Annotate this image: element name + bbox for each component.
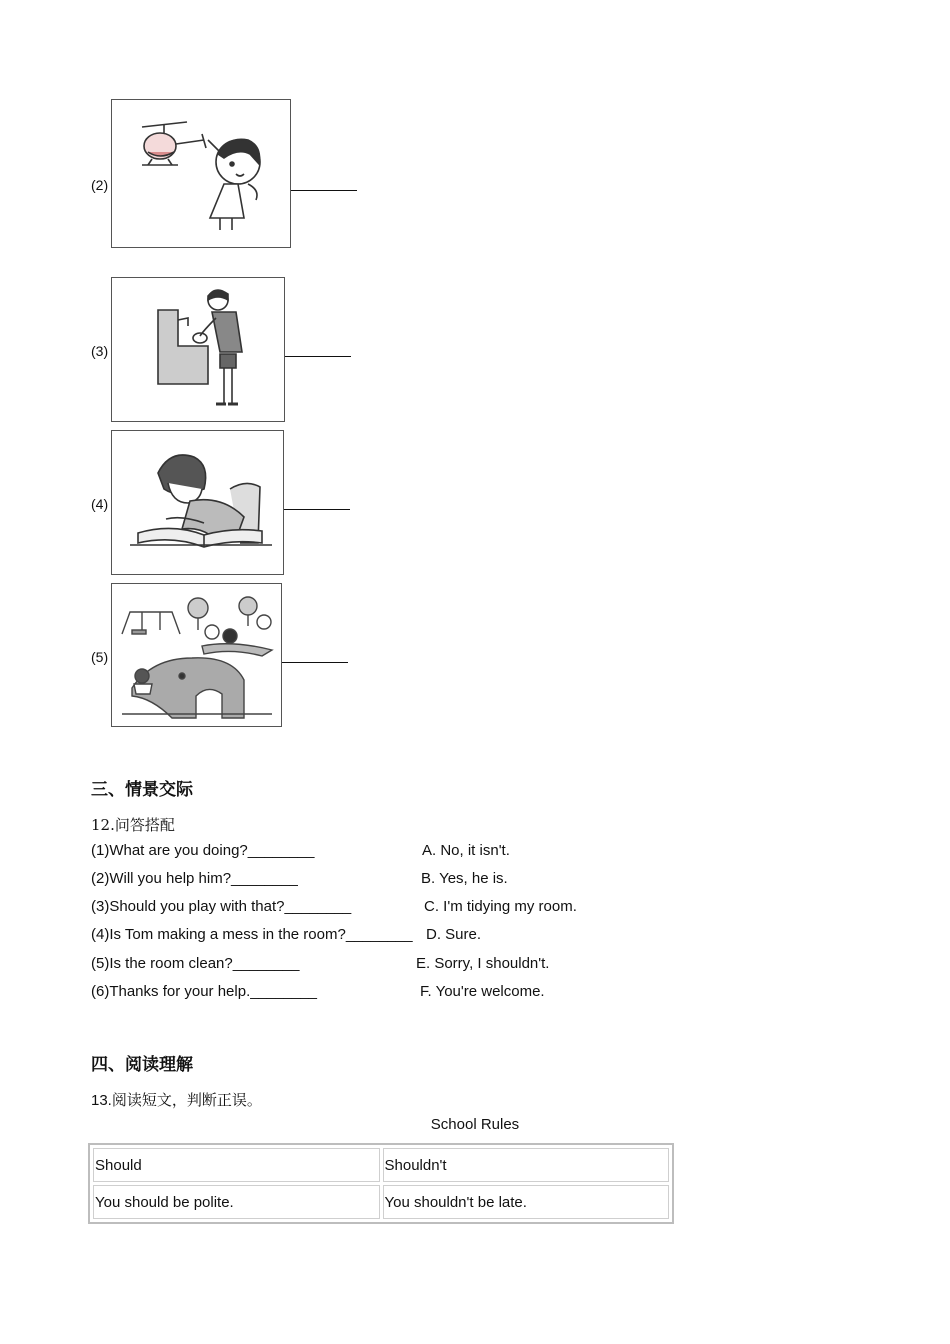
match-question-1: (1)What are you doing?________ <box>91 842 315 859</box>
question-13-text: 阅读短文，判断正误。 <box>111 1091 262 1109</box>
section-3-heading: 三、情景交际 <box>91 780 193 800</box>
match-question-3: (3)Should you play with that?________ <box>91 898 352 915</box>
question-13-number: 13. <box>91 1092 112 1109</box>
item-label-2: (2) <box>91 177 109 193</box>
match-question-4: (4)Is Tom making a mess in the room?________ <box>91 926 413 943</box>
question-13-title <box>91 1089 262 1110</box>
match-question-2: (2)Will you help him?________ <box>91 870 298 887</box>
match-answer-d: D. Sure. <box>426 926 482 943</box>
boy-washing-hands-icon <box>111 277 285 422</box>
table-cell: You should be polite. <box>93 1185 380 1219</box>
section-4-heading: 四、阅读理解 <box>91 1055 193 1075</box>
match-answer-e: E. Sorry, I shouldn't. <box>416 955 550 972</box>
match-question-5: (5)Is the room clean?________ <box>91 955 300 972</box>
table-header-row <box>93 1148 669 1182</box>
match-answer-b: B. Yes, he is. <box>421 870 508 887</box>
match-question-6: (6)Thanks for your help.________ <box>91 983 317 1000</box>
table-title: School Rules <box>430 1116 520 1133</box>
answer-blank-3 <box>285 356 351 357</box>
table-header-should: Should <box>93 1148 380 1182</box>
boy-playing-toy-helicopter-icon <box>111 99 291 248</box>
table-header-shouldnt: Shouldn't <box>383 1148 670 1182</box>
match-answer-c: C. I'm tidying my room. <box>424 898 577 915</box>
table-row <box>93 1185 669 1219</box>
item-label-3: (3) <box>91 343 109 359</box>
item-label-4: (4) <box>91 496 109 512</box>
answer-blank-2 <box>291 190 357 191</box>
item-label-5: (5) <box>91 649 109 665</box>
question-12-title: 12.问答搭配 <box>91 816 175 834</box>
match-answer-a: A. No, it isn't. <box>422 842 510 859</box>
answer-blank-4 <box>284 509 350 510</box>
children-playing-in-park-icon <box>111 583 282 727</box>
boy-reading-book-icon <box>111 430 284 575</box>
table-cell: You shouldn't be late. <box>383 1185 670 1219</box>
answer-blank-5 <box>282 662 348 663</box>
match-answer-f: F. You're welcome. <box>420 983 545 1000</box>
school-rules-table <box>88 1143 674 1224</box>
